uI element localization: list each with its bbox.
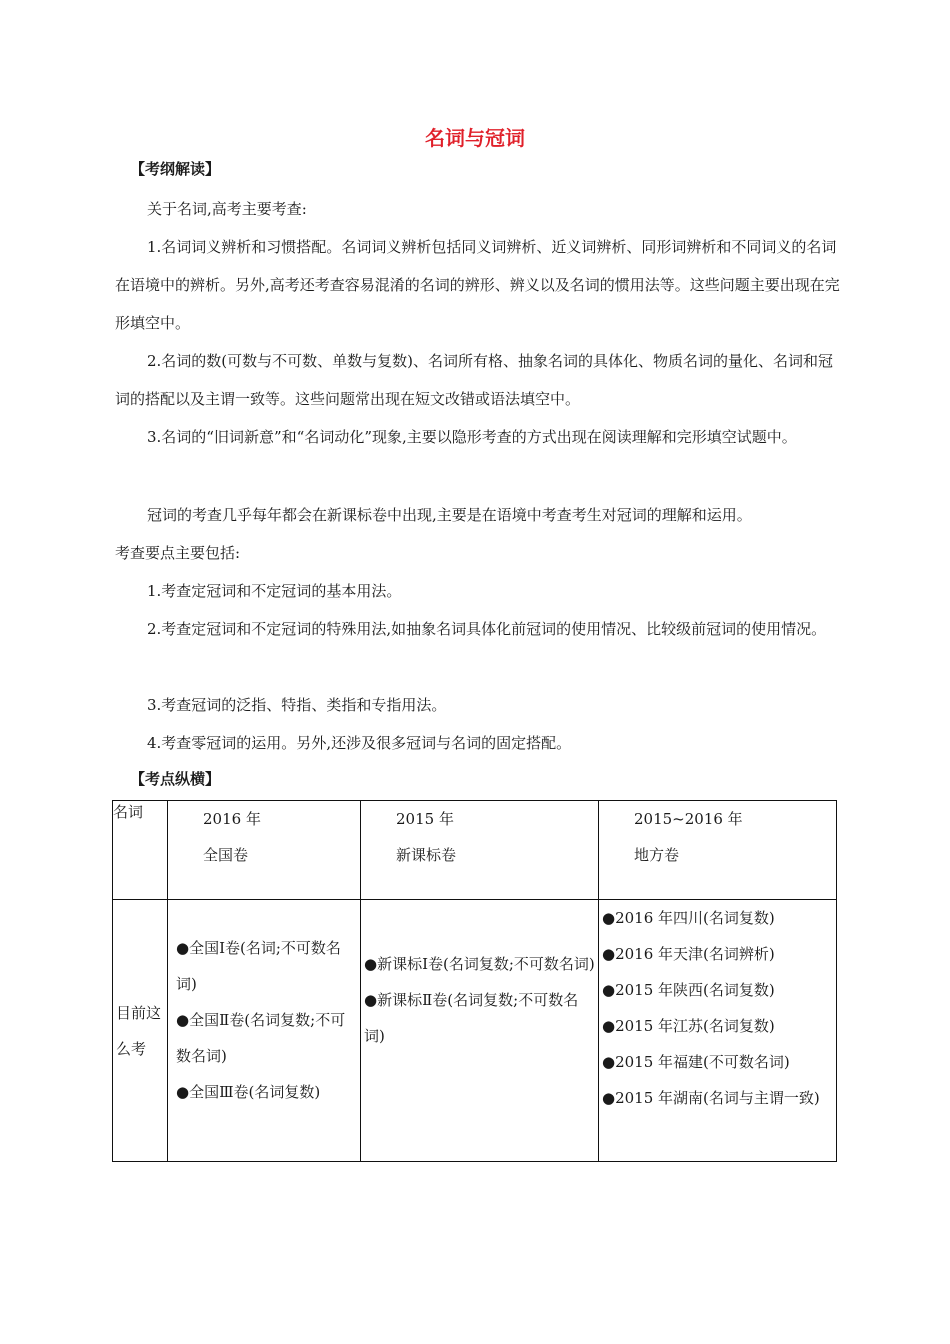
article-point-3: 3.考查冠词的泛指、特指、类指和专指用法。 (147, 696, 447, 714)
article-points-label: 考查要点主要包括: (115, 544, 241, 562)
article-point-4: 4.考查零冠词的运用。另外,还涉及很多冠词与名词的固定搭配。 (147, 734, 572, 752)
page-title: 名词与冠词 (425, 126, 525, 150)
noun-point-1: 1.名词词义辨析和习惯搭配。名词词义辨析包括同义词辨析、近义词辨析、同形词辨析和不同词义的名词在语境中的辨析。另外,高考还考查容易混淆的名词的辨形、辨义以及名词的惯用法等。这些问题主要出现在完形填空中。 (115, 238, 840, 332)
article-point-2: 2.考查定冠词和不定冠词的特殊用法,如抽象名词具体化前冠词的使用情况、比较级前冠词的使用情况。 (147, 620, 827, 638)
noun-point-2: 2.名词的数(可数与不可数、单数与复数)、名词所有格、抽象名词的具体化、物质名词的量化、名词和冠词的搭配以及主谓一致等。这些问题常出现在短文改错或语法填空中。 (115, 352, 834, 408)
article-point-1: 1.考查定冠词和不定冠词的基本用法。 (147, 582, 402, 600)
noun-point-3: 3.名词的“旧词新意”和“名词动化”现象,主要以隐形考查的方式出现在阅读理解和完形填空试题中。 (147, 428, 797, 446)
exam-points-table (112, 800, 837, 1162)
national-items-cell (168, 900, 361, 1162)
column-year: 2016 年 (203, 810, 261, 828)
column-header-national (168, 801, 361, 900)
list-item: ●2016 年四川(名词复数) (602, 909, 775, 927)
list-item: ●全国Ⅰ卷(名词;不可数名词) (176, 939, 341, 993)
column-name: 全国卷 (203, 846, 249, 864)
list-item: ●全国Ⅲ卷(名词复数) (176, 1083, 321, 1101)
list-item: ●新课标Ⅰ卷(名词复数;不可数名词) (364, 955, 595, 973)
column-year: 2015 年 (396, 810, 454, 828)
column-header-new-curriculum (361, 801, 599, 900)
list-item: ●2016 年天津(名词辨析) (602, 945, 775, 963)
column-name: 地方卷 (634, 846, 680, 864)
table-header-row (113, 801, 837, 900)
section-heading-syllabus: 【考纲解读】 (130, 160, 221, 178)
column-year: 2015~2016 年 (634, 810, 743, 828)
list-item: ●新课标Ⅱ卷(名词复数;不可数名词) (364, 991, 579, 1045)
article-intro: 冠词的考查几乎每年都会在新课标卷中出现,主要是在语境中考查考生对冠词的理解和运用。 (147, 506, 752, 524)
table-body-row (113, 900, 837, 1162)
table-corner-cell (113, 801, 168, 900)
list-item: ●2015 年陕西(名词复数) (602, 981, 775, 999)
column-name: 新课标卷 (396, 846, 457, 864)
list-item: ●2015 年福建(不可数名词) (602, 1053, 790, 1071)
new-curriculum-items-cell (361, 900, 599, 1162)
list-item: ●全国Ⅱ卷(名词复数;不可数名词) (176, 1011, 346, 1065)
corner-label: 名词 (113, 803, 144, 821)
row-label: 目前这么考 (116, 1003, 162, 1058)
section-heading-points: 【考点纵横】 (130, 770, 221, 788)
intro-text: 关于名词,高考主要考查: (147, 200, 307, 218)
list-item: ●2015 年江苏(名词复数) (602, 1017, 775, 1035)
list-item: ●2015 年湖南(名词与主谓一致) (602, 1089, 820, 1107)
local-items-cell (599, 900, 837, 1162)
row-label-cell (113, 900, 168, 1162)
column-header-local (599, 801, 837, 900)
